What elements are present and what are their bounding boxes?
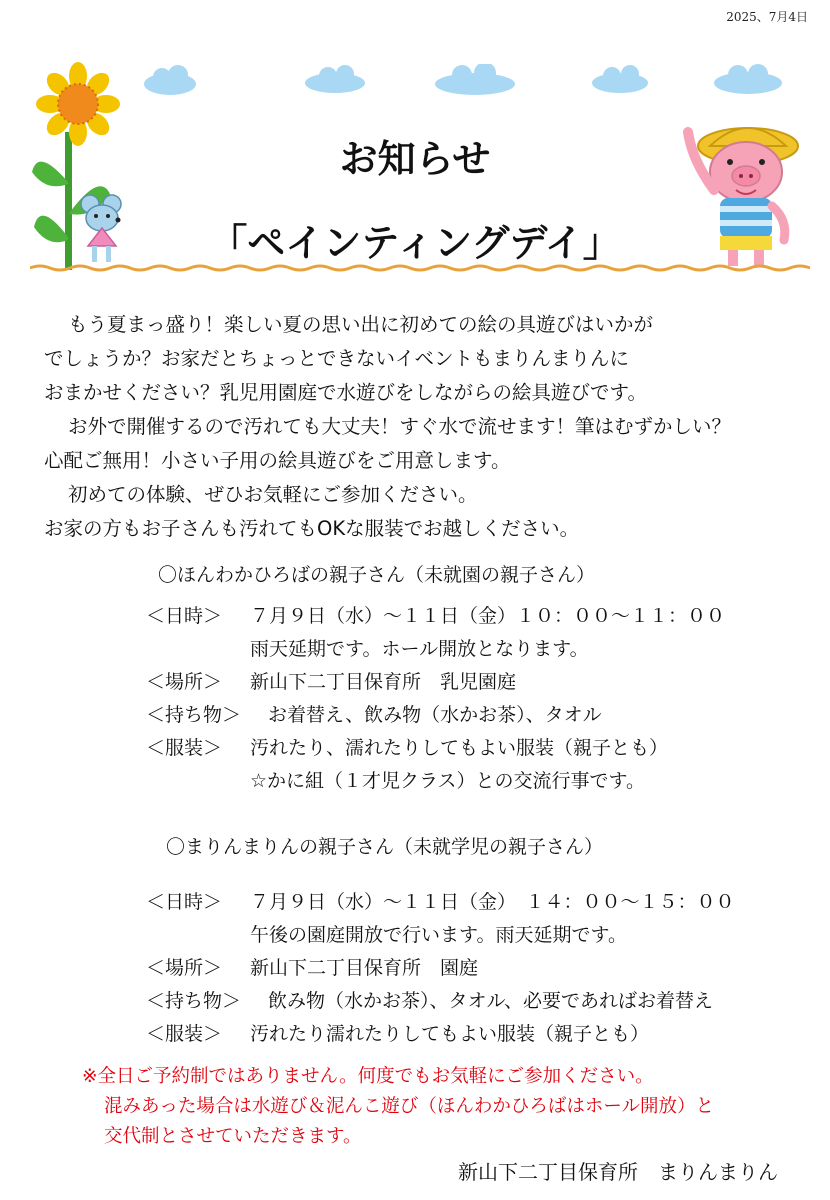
section2-items-row	[146, 985, 735, 1018]
place-label: ＜場所＞	[146, 957, 223, 979]
notice-line: 混みあった場合は水遊び＆泥んこ遊び（ほんわかひろばはホール開放）と	[104, 1096, 714, 1117]
items-value: お着替え、飲み物（水かお茶）、タオル	[268, 704, 602, 726]
cloud-icon	[714, 64, 782, 94]
intro-line: おまかせください？乳児用園庭で水遊びをしながらの絵具遊びです。	[44, 381, 647, 404]
clothes-label: ＜服装＞	[146, 1023, 223, 1045]
intro-line: お家の方もお子さんも汚れてもOKな服装でお越しください。	[44, 517, 580, 540]
datetime-value: ７月９日（水）～１１日（金） １４：００～１５：００	[250, 891, 735, 913]
cloud-icon	[435, 64, 515, 95]
section1-place-row	[146, 666, 725, 699]
section1-clothes-row	[146, 732, 725, 765]
section2-place-row	[146, 952, 735, 985]
cloud-icon	[592, 65, 648, 93]
notice-block	[82, 1062, 714, 1152]
notice-line: 交代制とさせていただきます。	[104, 1126, 362, 1147]
datetime-label: ＜日時＞	[146, 891, 223, 913]
datetime-label: ＜日時＞	[146, 605, 223, 627]
intro-line: 初めての体験、ぜひお気軽にご参加ください。	[68, 483, 478, 506]
cloud-decoration	[140, 64, 790, 98]
items-label: ＜持ち物＞	[146, 704, 242, 726]
datetime-note: 雨天延期です。ホール開放となります。	[250, 638, 589, 660]
clothes-value: 汚れたり、濡れたりしてもよい服装（親子とも）	[250, 737, 669, 759]
intro-line: お外で開催するので汚れても大丈夫！すぐ水で流せます！筆はむずかしい？	[68, 415, 732, 438]
section2-datetime-row	[146, 886, 735, 919]
event-title: 「ペインティングデイ」	[209, 221, 621, 265]
notice-line: ※全日ご予約制ではありません。何度でもお気軽にご参加ください。	[82, 1066, 654, 1087]
section2-heading: 〇まりんまりんの親子さん（未就学児の親子さん）	[166, 836, 604, 858]
cloud-icon	[305, 65, 365, 93]
place-value: 新山下二丁目保育所 園庭	[250, 957, 479, 979]
page-title: お知らせ	[339, 137, 491, 181]
clothes-note: ☆かに組（１才児クラス）との交流行事です。	[250, 770, 645, 792]
date: 2025、7月4日	[726, 10, 808, 24]
place-label: ＜場所＞	[146, 671, 223, 693]
section1-items-row	[146, 699, 725, 732]
section2-clothes-row	[146, 1018, 735, 1051]
intro-line: でしょうか？お家だとちょっとできないイベントもまりんまりんに	[44, 347, 630, 370]
signature: 新山下二丁目保育所 まりんまりん	[458, 1160, 778, 1184]
place-value: 新山下二丁目保育所 乳児園庭	[250, 671, 517, 693]
clothes-value: 汚れたり濡れたりしてもよい服装（親子とも）	[250, 1023, 650, 1045]
section1-heading: 〇ほんわかひろばの親子さん（未就園の親子さん）	[158, 564, 596, 586]
cloud-icon	[144, 65, 196, 95]
section1-datetime-row	[146, 600, 725, 633]
items-label: ＜持ち物＞	[146, 990, 242, 1012]
clothes-label: ＜服装＞	[146, 737, 223, 759]
section1-details	[146, 600, 725, 798]
items-value: 飲み物（水かお茶）、タオル、必要であればお着替え	[268, 990, 713, 1012]
intro-line: もう夏まっ盛り！楽しい夏の思い出に初めての絵の具遊びはいかが	[68, 313, 654, 336]
datetime-note: 午後の園庭開放で行います。雨天延期です。	[250, 924, 627, 946]
ground-line	[30, 264, 810, 272]
intro-line: 心配ご無用！小さい子用の絵具遊びをご用意します。	[44, 449, 511, 472]
intro-text	[44, 308, 824, 546]
section2-details	[146, 886, 735, 1051]
datetime-value: ７月９日（水）～１１日（金）１０：００～１１：００	[250, 605, 726, 627]
